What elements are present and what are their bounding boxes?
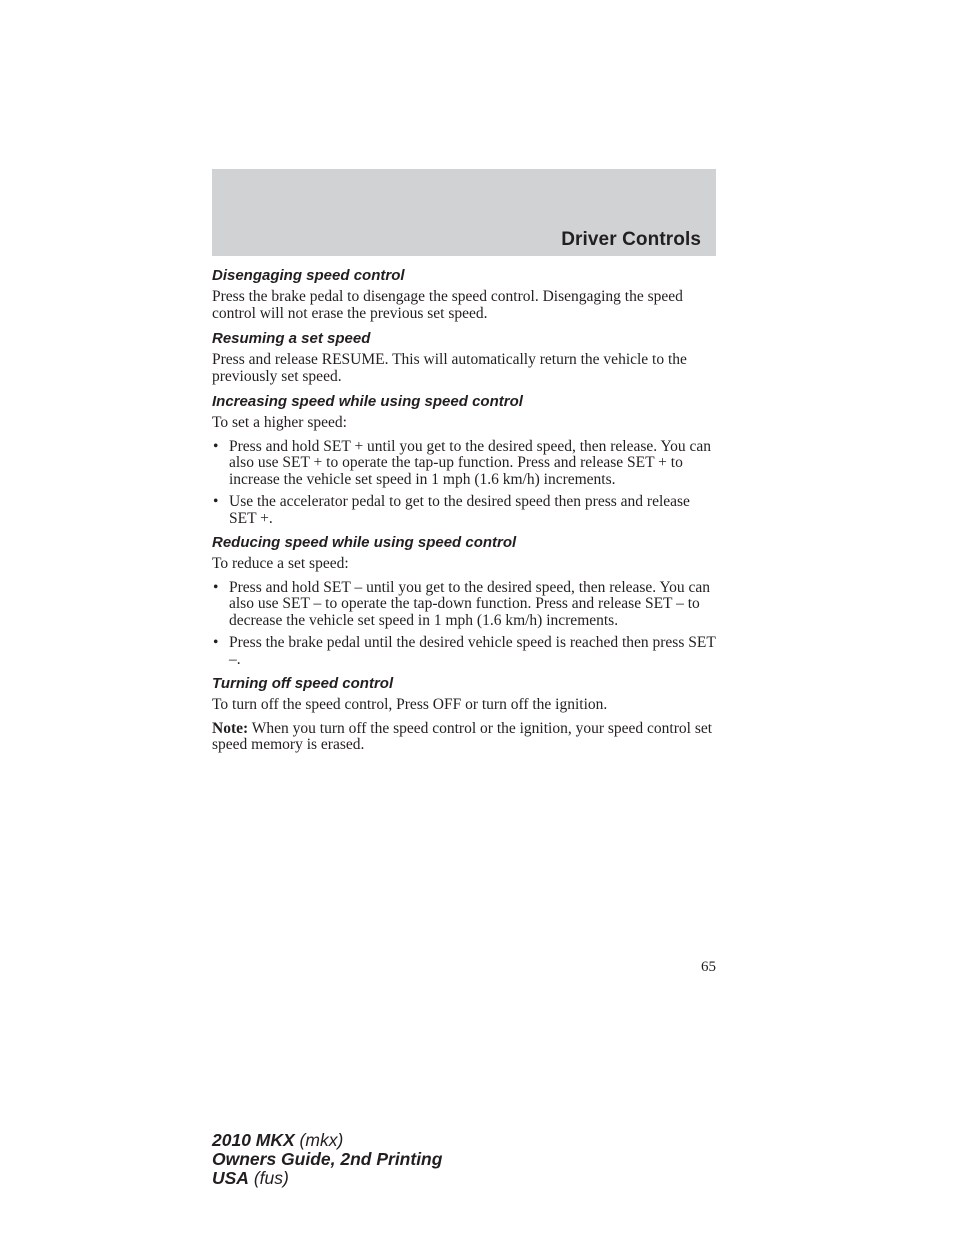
list-item-text: Use the accelerator pedal to get to the desired speed then press and release SET +.: [229, 493, 690, 527]
footer-printing: Owners Guide, 2nd Printing: [212, 1149, 443, 1169]
bullet-glyph: •: [213, 437, 219, 455]
paragraph-increasing-intro: To set a higher speed:: [212, 414, 347, 431]
paragraph-disengaging: Press the brake pedal to disengage the speed control. Disengaging the speed control will not erase the previous set speed.: [212, 288, 683, 322]
footer-model: 2010 MKX: [212, 1130, 295, 1150]
heading-increasing: Increasing speed while using speed control: [212, 393, 523, 410]
heading-reducing: Reducing speed while using speed control: [212, 534, 517, 551]
footer-market-code: (fus): [248, 1168, 289, 1188]
page-number: 65: [701, 959, 716, 975]
note-label: Note:: [212, 719, 249, 737]
list-item: [212, 439, 716, 489]
list-item: [212, 494, 716, 527]
footer-model-code: (mkx): [294, 1130, 344, 1150]
heading-disengaging: Disengaging speed control: [212, 267, 405, 284]
page-content: [212, 266, 716, 761]
list-increasing: [212, 439, 716, 528]
paragraph-turning-off: To turn off the speed control, Press OFF or turn off the ignition.: [212, 696, 608, 713]
bullet-glyph: •: [213, 634, 219, 651]
heading-resuming: Resuming a set speed: [212, 330, 371, 347]
footer-line-market: [212, 1169, 442, 1188]
list-item: [212, 580, 716, 630]
heading-turning-off: Turning off speed control: [212, 675, 394, 692]
footer-line-model: [212, 1131, 442, 1150]
list-reducing: [212, 580, 716, 669]
list-item-text: Press and hold SET – until you get to the desired speed, then release. You can also use SET – to operate the tap-down function. Press and release SET – to decrease the vehicle set speed in 1 mph (1.6 km/h) increments.: [229, 578, 710, 629]
footer-line-printing: [212, 1150, 442, 1169]
document-footer: [212, 1131, 442, 1188]
list-item: [212, 635, 716, 668]
bullet-glyph: •: [213, 493, 219, 510]
footer-market: USA: [212, 1168, 249, 1188]
section-title: Driver Controls: [561, 229, 701, 250]
bullet-glyph: •: [213, 578, 219, 596]
paragraph-resuming: Press and release RESUME. This will automatically return the vehicle to the previously set speed.: [212, 351, 687, 385]
paragraph-reducing-intro: To reduce a set speed:: [212, 555, 349, 572]
note-text: When you turn off the speed control or the ignition, your speed control set speed memory is erased.: [212, 719, 713, 753]
list-item-text: Press and hold SET + until you get to the desired speed, then release. You can also use SET + to operate the tap-up function. Press and release SET + to increase the vehicle set speed in 1 mph (1.6 km/h) increments.: [229, 437, 711, 488]
list-item-text: Press the brake pedal until the desired vehicle speed is reached then press SET –.: [229, 634, 716, 668]
section-header-band: [212, 169, 716, 256]
note-paragraph: [212, 721, 716, 754]
